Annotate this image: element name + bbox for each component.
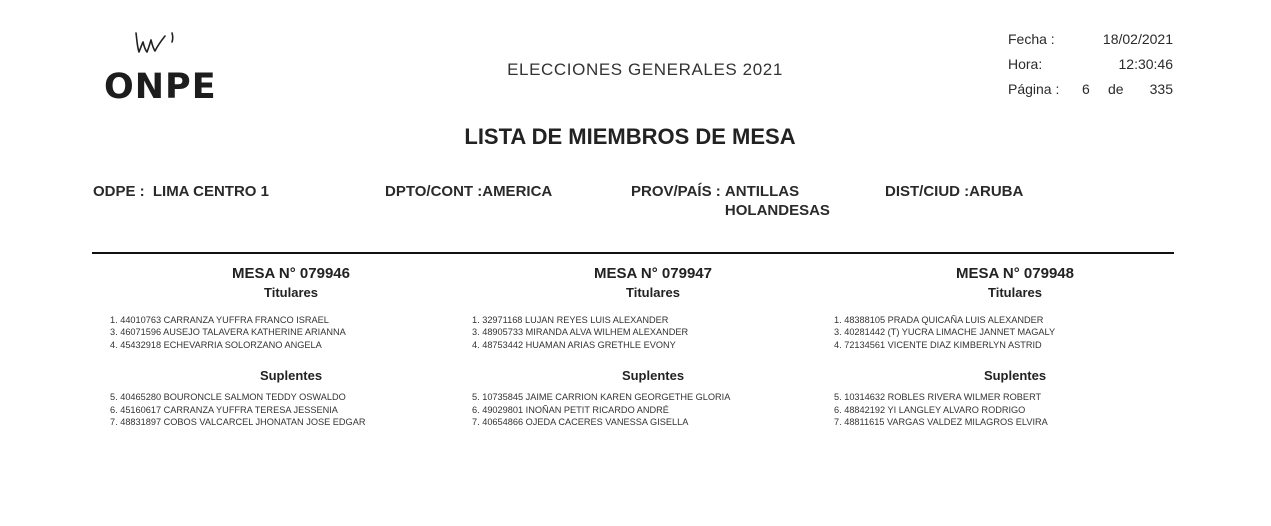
pagina-row <box>1008 81 1173 106</box>
list-item: 3. 40281442 (T) YUCRA LIMACHE JANNET MAGALY <box>834 327 1056 338</box>
list-item: 1. 44010763 CARRANZA YUFFRA FRANCO ISRAEL <box>110 315 329 325</box>
list-item: 4. 72134561 VICENTE DIAZ KIMBERLYN ASTRID <box>834 339 1042 350</box>
dpto-field <box>385 182 552 201</box>
suplentes-title: Suplentes <box>621 368 685 384</box>
titulares-list <box>834 314 1196 351</box>
suplentes-list <box>472 391 834 428</box>
hora-label: Hora: <box>1008 56 1043 72</box>
list-item: 5. 10735845 JAIME CARRION KAREN GEORGETHE GLORIA <box>472 392 731 403</box>
odpe-value: LIMA CENTRO 1 <box>152 183 269 200</box>
list-item: 5. 10314632 ROBLES RIVERA WILMER ROBERT <box>834 392 1042 403</box>
titulares-list <box>472 314 834 351</box>
mesa-title: MESA N° 079946 <box>231 265 350 282</box>
mesa-title: MESA N° 079947 <box>593 265 712 282</box>
fecha-label: Fecha : <box>1008 31 1055 47</box>
event-title: ELECCIONES GENERALES 2021 <box>507 60 783 79</box>
list-item: 7. 40654866 OJEDA CACERES VANESSA GISELLA <box>472 417 689 428</box>
odpe-label: ODPE : <box>93 183 145 200</box>
pagina-value: 6 <box>1082 81 1090 97</box>
list-item: 6. 45160617 CARRANZA YUFFRA TERESA JESSENIA <box>110 404 338 415</box>
odpe-field <box>93 182 269 201</box>
document-meta <box>1008 31 1173 106</box>
ballot-check-mark-icon <box>132 30 184 60</box>
list-item: 5. 40465280 BOURONCLE SALMON TEDDY OSWALDO <box>110 392 346 403</box>
prov-value-line2: HOLANDESAS <box>724 202 830 219</box>
pagina-de: de <box>1108 81 1124 97</box>
list-item: 7. 48831897 COBOS VALCARCEL JHONATAN JOSE EDGAR <box>110 417 366 428</box>
list-item: 4. 48753442 HUAMAN ARIAS GRETHLE EVONY <box>472 339 676 350</box>
header-divider <box>92 252 1174 254</box>
list-item: 6. 48842192 YI LANGLEY ALVARO RODRIGO <box>834 404 1026 415</box>
dpto-label: DPTO/CONT : <box>385 183 483 200</box>
list-item: 4. 45432918 ECHEVARRIA SOLORZANO ANGELA <box>110 339 322 350</box>
onpe-logo <box>104 30 217 110</box>
suplentes-title: Suplentes <box>259 368 323 384</box>
titulares-list <box>110 314 472 351</box>
prov-label: PROV/PAÍS : <box>631 183 721 200</box>
dist-field <box>885 182 1023 201</box>
pagina-label: Página : <box>1008 81 1060 97</box>
suplentes-list <box>110 391 472 428</box>
titulares-title: Titulares <box>264 285 318 300</box>
fecha-row <box>1008 31 1173 56</box>
list-item: 7. 48811615 VARGAS VALDEZ MILAGROS ELVIRA <box>834 417 1048 428</box>
hora-value: 12:30:46 <box>1118 56 1173 72</box>
list-item: 3. 46071596 AUSEJO TALAVERA KATHERINE ARIANNA <box>110 327 346 338</box>
list-item: 1. 32971168 LUJAN REYES LUIS ALEXANDER <box>472 315 669 325</box>
list-item: 3. 48905733 MIRANDA ALVA WILHEM ALEXANDER <box>472 327 689 338</box>
dpto-value: AMERICA <box>482 183 553 200</box>
titulares-title: Titulares <box>626 285 680 300</box>
suplentes-list <box>834 391 1196 428</box>
mesa-title: MESA N° 079948 <box>955 265 1074 282</box>
fecha-value: 18/02/2021 <box>1102 31 1173 47</box>
list-item: 6. 49029801 INOÑAN PETIT RICARDO ANDRÉ <box>472 404 669 415</box>
hora-row <box>1008 56 1173 81</box>
titulares-title: Titulares <box>988 285 1042 300</box>
dist-value: ARUBA <box>969 183 1024 200</box>
mesa-079947 <box>472 264 834 428</box>
mesa-079948 <box>834 264 1196 428</box>
prov-value-line1: ANTILLAS <box>724 183 800 200</box>
suplentes-title: Suplentes <box>983 368 1047 384</box>
logo-text: ONPE <box>104 67 217 107</box>
prov-value <box>725 182 830 220</box>
document-title: LISTA DE MIEMBROS DE MESA <box>464 124 796 149</box>
list-item: 1. 48388105 PRADA QUICAÑA LUIS ALEXANDER <box>834 315 1044 325</box>
prov-field <box>631 182 830 220</box>
dist-label: DIST/CIUD : <box>885 183 970 200</box>
pagina-total: 335 <box>1149 81 1173 97</box>
mesa-079946 <box>110 264 472 428</box>
